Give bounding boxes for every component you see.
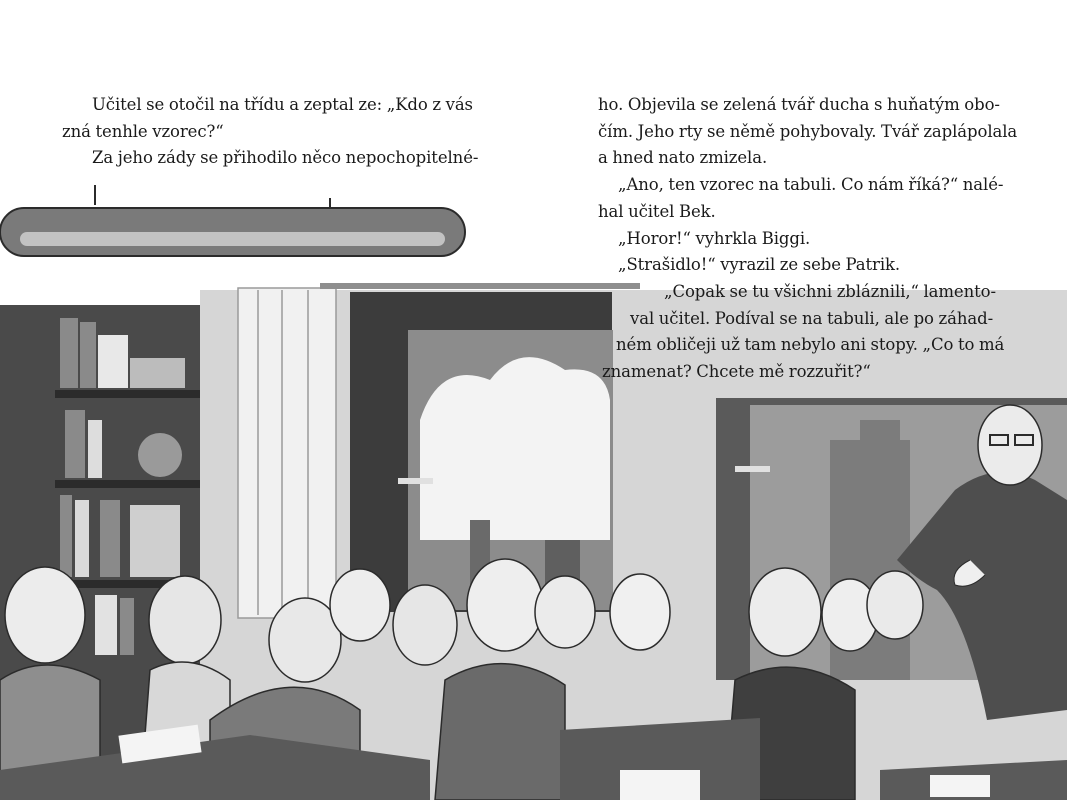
ceiling-lamp xyxy=(0,185,465,256)
window-left xyxy=(350,292,613,612)
right-page-line-8: „Copak se tu všichni zbláznili,“ lamento- xyxy=(664,281,996,301)
left-page-line-1: Učitel se otočil na třídu a zeptal ze: „Kdo z vás xyxy=(92,95,473,114)
right-page-line-9: val učitel. Podíval se na tabuli, ale po záhad- xyxy=(630,308,994,328)
curtain xyxy=(238,288,336,618)
right-page-line-3: a hned nato zmizela. xyxy=(598,148,768,168)
left-page-line-3: Za jeho zády se přihodilo něco nepochopitelné- xyxy=(92,148,479,168)
right-page-line-11: znamenat? Chcete mě rozzuřit?“ xyxy=(602,362,871,382)
curtain-rod xyxy=(320,283,640,289)
left-page-text xyxy=(62,92,479,172)
right-page-line-2: čím. Jeho rty se němě pohybovaly. Tvář zaplápolala xyxy=(598,121,1018,141)
right-page-line-5: hal učitel Bek. xyxy=(598,201,716,221)
left-page-line-2: zná tenhle vzorec?“ xyxy=(62,121,224,141)
right-page-line-7: „Strašidlo!“ vyrazil ze sebe Patrik. xyxy=(618,255,901,275)
right-page-line-1: ho. Objevila se zelená tvář ducha s huňatým obo- xyxy=(598,95,1000,114)
right-page-text xyxy=(598,92,1017,386)
right-page-line-4: „Ano, ten vzorec na tabuli. Co nám říká?“ nalé- xyxy=(618,175,1004,195)
right-page-line-10: ném obličeji už tam nebylo ani stopy. „Co to má xyxy=(616,335,1005,355)
right-page-line-6: „Horor!“ vyhrkla Biggi. xyxy=(618,228,811,248)
